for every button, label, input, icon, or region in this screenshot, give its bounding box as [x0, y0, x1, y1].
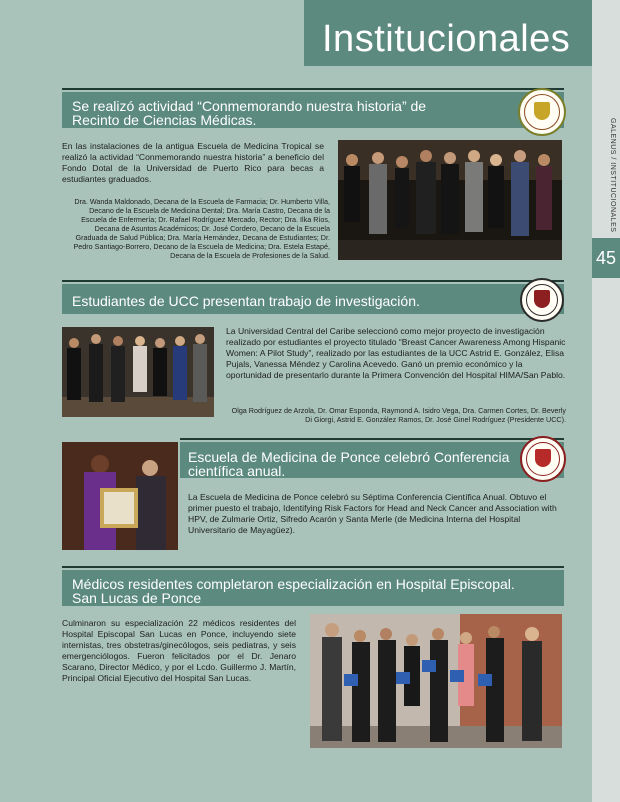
page-title: Institucionales [322, 18, 571, 60]
award-photo [62, 442, 178, 550]
award-photo-illustration [62, 442, 178, 550]
rcm-seal-logo [518, 88, 566, 136]
section-body: La Escuela de Medicina de Ponce celebró su Séptima Conferencia Científica Anual. Obtuvo el primer puesto el trabajo, Identifying Risk Factors for Head and Neck Cancer and Association with HPV, de Zulmarie Ortiz, Sifredo Acarón y Santa Merle (de Medicina Interna del Hospital Universitario de Mayagüez). [188, 492, 557, 535]
section-title: Estudiantes de UCC presentan trabajo de investigación. [72, 293, 420, 309]
ucc-seal-logo [520, 278, 564, 322]
section-title-line: Médicos residentes completaron especialización en Hospital Episcopal. [72, 576, 515, 592]
section-rule [62, 88, 564, 90]
section-title [72, 577, 562, 605]
section-body: En las instalaciones de la antigua Escuela de Medicina Tropical se realizó la actividad “Conmemorando nuestra historia” a beneficio del Fondo Dotal de la Universidad de Puerto Rico para becas a estudiantes graduados. [62, 141, 324, 184]
photo-caption: Olga Rodríguez de Arzola, Dr. Omar Esponda, Raymond A. Isidro Vega, Dra. Carmen Cortes, Dr. Beverly Di Giorgi, Astrid E. González Ramos, Dr. José Ginel Rodríguez (Presidente UCC). [231, 406, 566, 424]
section-rule [62, 566, 564, 568]
group-photo-illustration [338, 140, 562, 260]
group-photo [338, 140, 562, 260]
section-body: La Universidad Central del Caribe seleccionó como mejor proyecto de investigación realizado por estudiantes el proyecto titulado “Breast Cancer Awareness Among Hispanic Women: A Pilot Study”, realizado por las estudiantes de la UCC Astrid E. González, Elisa Pujals, Vanessa Méndez y Carolina Acevedo. Ganó un premio económico y la oportunidad de presentarlo durante la Primera Convención del Hospital HIMA/San Pablo. [226, 326, 566, 380]
section-title [72, 99, 512, 127]
section-body: Culminaron su especialización 22 médicos residentes del Hospital Episcopal San Lucas en Ponce, incluyendo siete internistas, tres obstetras/ginecólogos, seis pediatras, y seis emergenciólogos. Fueron felicitados por el Dr. Jenaro Scarano, Director Médico, y por el Lcdo. Guillermo J. Martín, Principal Oficial Ejecutivo del Hospital San Lucas. [62, 618, 296, 683]
photo-caption: Dra. Wanda Maldonado, Decana de la Escuela de Farmacia; Dr. Humberto Villa, Decano de la Escuela de Medicina Dental; Dra. María Castro, Decana de la Escuela de Enfermería; Dr. Rafael Rodríguez Mercado, Rector; Dra. Ilka Ríos, Decana de Asuntos Académicos; Dr. José Cordero, Decano de la Escuela Graduada de Salud Pública; Dra. María Hernández, Decana de Estudiantes; Dr. Pedro Santiago-Borrero, Decano de la Escuela de Medicina; Dra. Estela Estapé, Decana de la Escuela de Profesiones de la Salud. [73, 197, 330, 260]
page-number: 45 [592, 238, 620, 278]
section-title-line: científica anual. [188, 463, 286, 479]
group-photo [310, 614, 562, 748]
group-photo-illustration [310, 614, 562, 748]
running-title: GALENUS / INSTITUCIONALES [609, 118, 616, 233]
section-title [188, 450, 518, 478]
section-title-line: Se realizó actividad “Conmemorando nuestra historia” de [72, 98, 427, 114]
section-title-line: Recinto de Ciencias Médicas. [72, 112, 257, 128]
group-photo [62, 327, 214, 417]
section-rule [62, 280, 564, 282]
section-title-line: San Lucas de Ponce [72, 590, 202, 606]
group-photo-illustration [62, 327, 214, 417]
section-rule [180, 438, 564, 440]
ponce-seal-logo [520, 436, 566, 482]
section-title-line: Escuela de Medicina de Ponce celebró Conferencia [188, 449, 510, 465]
